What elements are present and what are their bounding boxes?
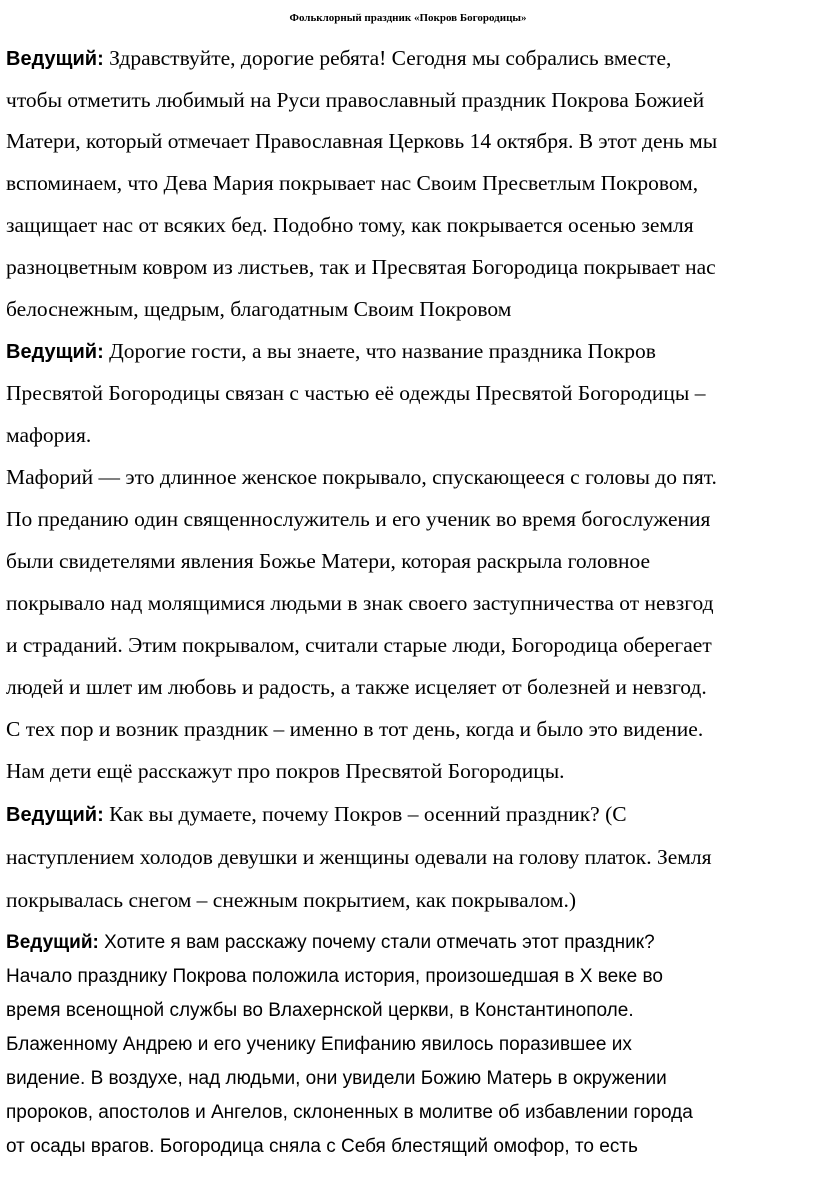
line-text: разноцветным ковром из листьев, так и Пресвятая Богородица покрывает нас	[6, 255, 716, 279]
line-text: чтобы отметить любимый на Руси православный праздник Покрова Божией	[6, 88, 705, 112]
text-line	[6, 1134, 638, 1160]
line-text: людей и шлет им любовь и радость, а также исцеляет от болезней и невзгод.	[6, 675, 707, 699]
text-line	[6, 1066, 667, 1092]
line-text: защищает нас от всяких бед. Подобно тому, как покрывается осенью земля	[6, 213, 694, 237]
line-text: видение. В воздухе, над людьми, они увидели Божию Матерь в окружении	[6, 1068, 667, 1089]
text-line	[6, 1100, 693, 1126]
line-text: пророков, апостолов и Ангелов, склоненных в молитве об избавлении города	[6, 1102, 693, 1123]
text-line	[6, 127, 717, 155]
text-line	[6, 998, 634, 1024]
line-text: Блаженному Андрею и его ученику Епифанию явилось поразившее их	[6, 1034, 632, 1055]
line-text: Нам дети ещё расскажут про покров Пресвятой Богородицы.	[6, 759, 565, 783]
line-text: Начало празднику Покрова положила история, произошедшая в X веке во	[6, 966, 663, 987]
text-line	[6, 589, 714, 617]
speaker-label: Ведущий:	[6, 48, 104, 70]
document-title: Фольклорный праздник «Покров Богородицы»	[289, 12, 527, 24]
line-text: Как вы думаете, почему Покров – осенний праздник? (С	[103, 802, 627, 826]
line-text: наступлением холодов девушки и женщины одевали на голову платок. Земля	[6, 845, 712, 869]
text-line	[6, 843, 712, 871]
text-line	[6, 800, 627, 829]
line-text: от осады врагов. Богородица сняла с Себя блестящий омофор, то есть	[6, 1136, 638, 1157]
line-text: время всенощной службы во Влахернской церкви, в Константинополе.	[6, 1000, 634, 1021]
line-text: По преданию один священнослужитель и его ученик во время богослужения	[6, 507, 711, 531]
line-text: Пресвятой Богородицы связан с частью её одежды Пресвятой Богородицы –	[6, 381, 706, 405]
text-line	[6, 930, 655, 956]
text-line	[6, 505, 710, 533]
text-line	[6, 715, 703, 743]
text-line	[6, 547, 650, 575]
line-text: были свидетелями явления Божье Матери, которая раскрыла головное	[6, 549, 651, 573]
text-line	[6, 379, 705, 407]
text-line	[6, 673, 707, 701]
text-line	[6, 253, 716, 281]
text-line	[6, 44, 671, 73]
text-line	[6, 421, 91, 449]
text-line	[6, 295, 511, 323]
line-text: вспоминаем, что Дева Мария покрывает нас Своим Пресветлым Покровом,	[6, 171, 699, 195]
line-text: Матери, который отмечает Православная Церковь 14 октября. В этот день мы	[6, 129, 718, 153]
text-line	[6, 1032, 632, 1058]
text-line	[6, 964, 663, 990]
text-line	[6, 631, 712, 659]
line-text: белоснежным, щедрым, благодатным Своим Покровом	[6, 297, 512, 321]
line-text: покрывало над молящимися людьми в знак своего заступничества от невзгод	[6, 591, 714, 615]
text-line	[6, 86, 704, 114]
speaker-label: Ведущий:	[6, 341, 104, 363]
text-line	[6, 757, 565, 785]
line-text: покрывалась снегом – снежным покрытием, как покрывалом.)	[6, 888, 577, 912]
line-text: Мафорий — это длинное женское покрывало, спускающееся с головы до пят.	[6, 465, 717, 489]
line-text: С тех пор и возник праздник – именно в тот день, когда и было это видение.	[6, 717, 704, 741]
text-line	[6, 211, 694, 239]
line-text: Дорогие гости, а вы знаете, что название праздника Покров	[103, 339, 656, 363]
line-text: мафория.	[6, 423, 92, 447]
speaker-label: Ведущий:	[6, 804, 104, 826]
speaker-label: Ведущий:	[6, 932, 99, 953]
line-text: и страданий. Этим покрывалом, считали старые люди, Богородица оберегает	[6, 633, 712, 657]
text-line	[6, 463, 717, 491]
text-line	[6, 337, 656, 366]
text-line	[6, 886, 576, 914]
text-line	[6, 169, 698, 197]
line-text: Здравствуйте, дорогие ребята! Сегодня мы собрались вместе,	[103, 46, 672, 70]
line-text: Хотите я вам расскажу почему стали отмечать этот праздник?	[98, 932, 655, 953]
